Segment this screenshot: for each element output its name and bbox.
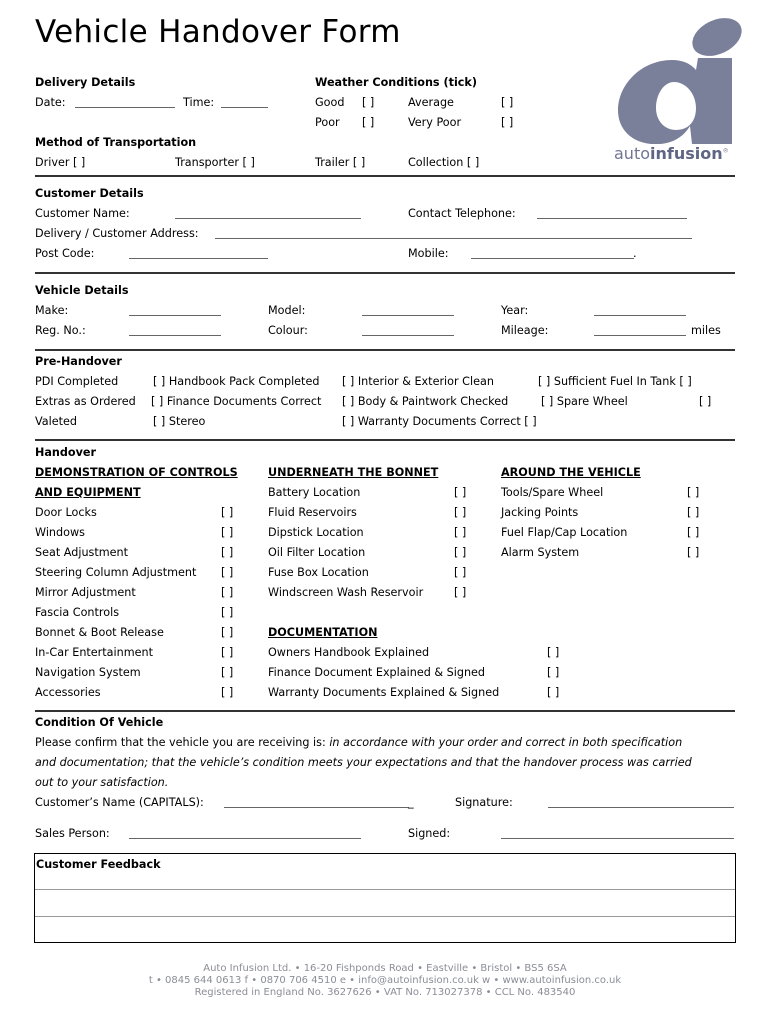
mobile-suffix: . xyxy=(633,247,637,260)
condition-text-line-2: and documentation; that the vehicle’s condition meets your expectations and that the handover process was carried xyxy=(35,756,692,769)
list-item: Steering Column Adjustment xyxy=(35,566,197,579)
sales-person-label: Sales Person: xyxy=(35,827,110,840)
transport-driver-option[interactable]: Driver [ ] xyxy=(35,156,86,169)
handbook-pack-check[interactable]: [ ] Handbook Pack Completed xyxy=(153,375,320,388)
checkbox[interactable]: [ ] xyxy=(221,546,234,559)
customer-heading: Customer Details xyxy=(35,187,144,200)
checkbox[interactable]: [ ] xyxy=(454,486,467,499)
list-item: Dipstick Location xyxy=(268,526,364,539)
list-item: Fascia Controls xyxy=(35,606,120,619)
customer-name-suffix: _ xyxy=(408,796,414,809)
contact-telephone-field[interactable] xyxy=(537,218,687,219)
condition-heading: Condition Of Vehicle xyxy=(35,716,164,729)
customer-feedback-box[interactable] xyxy=(34,853,736,943)
reg-field[interactable] xyxy=(129,335,221,336)
pdi-label: PDI Completed xyxy=(35,375,119,388)
checkbox[interactable]: [ ] xyxy=(687,546,700,559)
customer-name-capitals-label: Customer’s Name (CAPITALS): xyxy=(35,796,204,809)
date-label: Date: xyxy=(35,96,66,109)
time-field[interactable] xyxy=(221,107,268,108)
checkbox[interactable]: [ ] xyxy=(454,586,467,599)
delivery-heading: Delivery Details xyxy=(35,76,136,89)
checkbox[interactable]: [ ] xyxy=(221,526,234,539)
make-field[interactable] xyxy=(129,315,221,316)
model-field[interactable] xyxy=(362,315,454,316)
customer-name-label: Customer Name: xyxy=(35,207,130,220)
documentation-heading: DOCUMENTATION xyxy=(268,626,378,639)
interior-clean-check[interactable]: [ ] Interior & Exterior Clean xyxy=(342,375,494,388)
stereo-check[interactable]: [ ] Stereo xyxy=(153,415,206,428)
handover-heading: Handover xyxy=(35,446,96,459)
weather-heading: Weather Conditions (tick) xyxy=(315,76,477,89)
list-item: Finance Document Explained & Signed xyxy=(268,666,486,679)
list-item: Owners Handbook Explained xyxy=(268,646,430,659)
weather-very-poor-label: Very Poor xyxy=(408,116,462,129)
checkbox[interactable]: [ ] xyxy=(454,546,467,559)
signature-label: Signature: xyxy=(455,796,513,809)
model-label: Model: xyxy=(268,304,306,317)
list-item: Windscreen Wash Reservoir xyxy=(268,586,424,599)
vehicle-heading: Vehicle Details xyxy=(35,284,129,297)
miles-unit: miles xyxy=(691,324,721,337)
postcode-field[interactable] xyxy=(129,258,268,259)
checkbox[interactable]: [ ] xyxy=(221,646,234,659)
controls-heading-2: AND EQUIPMENT xyxy=(35,486,141,499)
weather-average-label: Average xyxy=(408,96,454,109)
list-item: Windows xyxy=(35,526,85,539)
condition-text-line-3: out to your satisfaction. xyxy=(35,776,169,789)
checkbox[interactable]: [ ] xyxy=(221,626,234,639)
list-item: Navigation System xyxy=(35,666,141,679)
list-item: Battery Location xyxy=(268,486,361,499)
weather-average-checkbox[interactable]: [ ] xyxy=(501,96,514,109)
checkbox[interactable]: [ ] xyxy=(687,506,700,519)
weather-poor-label: Poor xyxy=(315,116,340,129)
list-item: Tools/Spare Wheel xyxy=(501,486,604,499)
weather-good-checkbox[interactable]: [ ] xyxy=(362,96,375,109)
spare-wheel-checkbox[interactable]: [ ] xyxy=(699,395,712,408)
section-divider xyxy=(35,272,735,274)
address-field[interactable] xyxy=(215,238,692,239)
checkbox[interactable]: [ ] xyxy=(454,506,467,519)
extras-label: Extras as Ordered xyxy=(35,395,136,408)
reg-label: Reg. No.: xyxy=(35,324,86,337)
body-paintwork-check[interactable]: [ ] Body & Paintwork Checked xyxy=(342,395,509,408)
section-divider xyxy=(35,710,735,712)
make-label: Make: xyxy=(35,304,69,317)
customer-feedback-heading: Customer Feedback xyxy=(36,858,161,871)
checkbox[interactable]: [ ] xyxy=(221,686,234,699)
colour-label: Colour: xyxy=(268,324,308,337)
feedback-line xyxy=(35,889,735,890)
warranty-docs-check[interactable]: [ ] Warranty Documents Correct [ ] xyxy=(342,415,537,428)
checkbox[interactable]: [ ] xyxy=(547,646,560,659)
customer-name-capitals-field[interactable] xyxy=(224,807,409,808)
list-item: Mirror Adjustment xyxy=(35,586,136,599)
checkbox[interactable]: [ ] xyxy=(454,566,467,579)
customer-name-field[interactable] xyxy=(175,218,361,219)
year-label: Year: xyxy=(501,304,529,317)
year-field[interactable] xyxy=(594,315,686,316)
list-item: Alarm System xyxy=(501,546,580,559)
signed-field[interactable] xyxy=(501,838,734,839)
date-field[interactable] xyxy=(75,107,175,108)
weather-poor-checkbox[interactable]: [ ] xyxy=(362,116,375,129)
address-label: Delivery / Customer Address: xyxy=(35,227,199,240)
footer-address: Auto Infusion Ltd. • 16-20 Fishponds Road • Eastville • Bristol • BS5 6SA xyxy=(203,963,567,974)
transport-trailer-option[interactable]: Trailer [ ] xyxy=(315,156,366,169)
list-item: Jacking Points xyxy=(501,506,579,519)
list-item: In-Car Entertainment xyxy=(35,646,153,659)
checkbox[interactable]: [ ] xyxy=(547,686,560,699)
page-title: Vehicle Handover Form xyxy=(35,14,401,50)
fuel-check[interactable]: [ ] Sufficient Fuel In Tank [ ] xyxy=(538,375,692,388)
checkbox[interactable]: [ ] xyxy=(547,666,560,679)
weather-good-label: Good xyxy=(315,96,345,109)
checkbox[interactable]: [ ] xyxy=(221,606,234,619)
mileage-label: Mileage: xyxy=(501,324,549,337)
colour-field[interactable] xyxy=(362,335,454,336)
mileage-field[interactable] xyxy=(594,335,686,336)
transport-transporter-option[interactable]: Transporter [ ] xyxy=(175,156,255,169)
condition-text-line-1: Please confirm that the vehicle you are receiving is: in accordance with your order and correct in both specification xyxy=(35,736,683,749)
feedback-line xyxy=(35,916,735,917)
weather-very-poor-checkbox[interactable]: [ ] xyxy=(501,116,514,129)
postcode-label: Post Code: xyxy=(35,247,95,260)
checkbox[interactable]: [ ] xyxy=(687,526,700,539)
checkbox[interactable]: [ ] xyxy=(687,486,700,499)
spare-wheel-check[interactable]: [ ] Spare Wheel xyxy=(541,395,628,408)
transport-collection-option[interactable]: Collection [ ] xyxy=(408,156,480,169)
list-item: Fuel Flap/Cap Location xyxy=(501,526,628,539)
list-item: Door Locks xyxy=(35,506,97,519)
mobile-field[interactable] xyxy=(471,258,634,259)
mobile-label: Mobile: xyxy=(408,247,449,260)
checkbox[interactable]: [ ] xyxy=(221,566,234,579)
list-item: Warranty Documents Explained & Signed xyxy=(268,686,500,699)
list-item: Accessories xyxy=(35,686,101,699)
sales-person-field[interactable] xyxy=(129,838,361,839)
section-divider xyxy=(35,439,735,441)
signature-field[interactable] xyxy=(548,807,734,808)
checkbox[interactable]: [ ] xyxy=(454,526,467,539)
list-item: Fuse Box Location xyxy=(268,566,369,579)
finance-docs-check[interactable]: [ ] Finance Documents Correct xyxy=(151,395,322,408)
logo-wordmark: autoinfusion® xyxy=(614,144,729,163)
checkbox[interactable]: [ ] xyxy=(221,666,234,679)
signed-label: Signed: xyxy=(408,827,451,840)
checkbox[interactable]: [ ] xyxy=(221,506,234,519)
contact-telephone-label: Contact Telephone: xyxy=(408,207,516,220)
list-item: Bonnet & Boot Release xyxy=(35,626,164,639)
around-vehicle-heading: AROUND THE VEHICLE xyxy=(501,466,641,479)
list-item: Fluid Reservoirs xyxy=(268,506,357,519)
list-item: Oil Filter Location xyxy=(268,546,366,559)
controls-heading: DEMONSTRATION OF CONTROLS xyxy=(35,466,238,479)
list-item: Seat Adjustment xyxy=(35,546,129,559)
section-divider xyxy=(35,175,735,177)
autoinfusion-logo-icon xyxy=(612,18,742,144)
footer-registration: Registered in England No. 3627626 • VAT No. 713027378 • CCL No. 483540 xyxy=(194,987,576,998)
prehandover-heading: Pre-Handover xyxy=(35,355,122,368)
section-divider xyxy=(35,349,735,351)
valeted-label: Valeted xyxy=(35,415,78,428)
bonnet-heading: UNDERNEATH THE BONNET xyxy=(268,466,439,479)
time-label: Time: xyxy=(183,96,215,109)
checkbox[interactable]: [ ] xyxy=(221,586,234,599)
transport-heading: Method of Transportation xyxy=(35,136,197,149)
footer-contact: t • 0845 644 0613 f • 0870 706 4510 e • info@autoinfusion.co.uk w • www.autoinfusion.co.uk xyxy=(148,975,622,986)
